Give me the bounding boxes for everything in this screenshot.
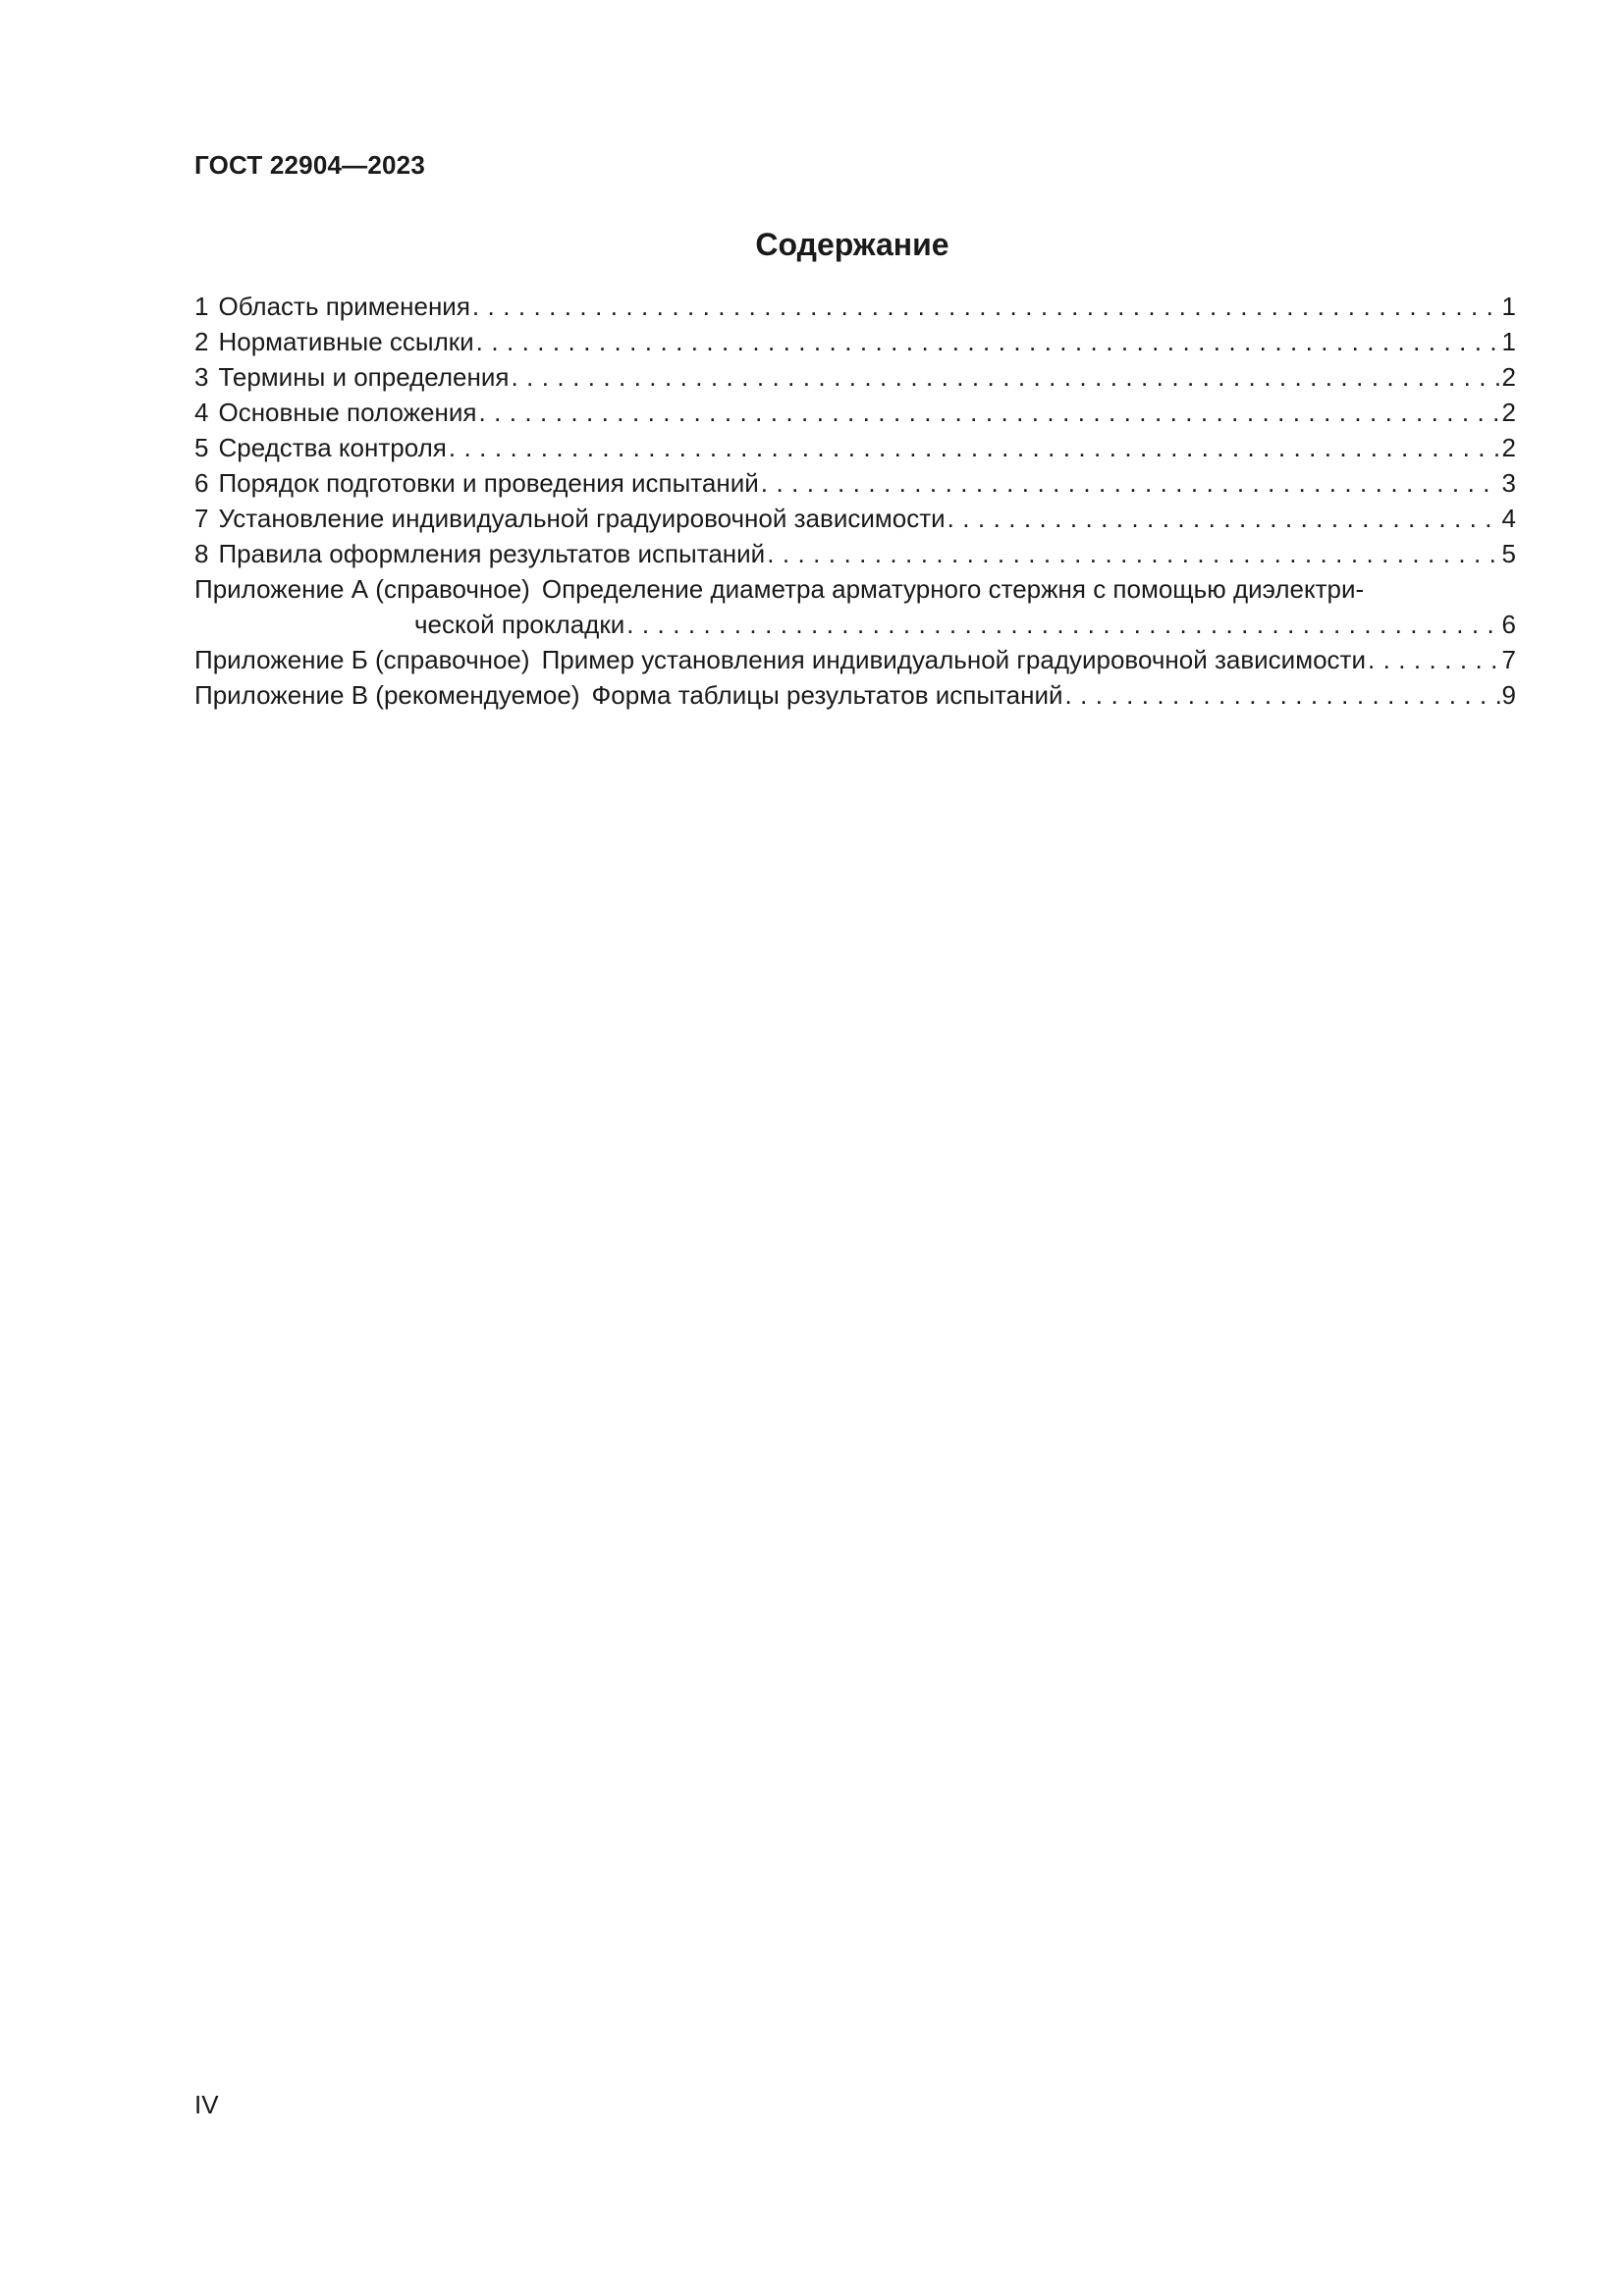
toc-leader-dots (1065, 677, 1500, 713)
toc-entry-page: 9 (1501, 680, 1516, 710)
toc-entry-page: 5 (1501, 539, 1516, 568)
toc-entry-8[interactable] (194, 536, 1516, 571)
toc-appendix-label-line2: ческой прокладки (414, 610, 625, 639)
toc-entry-label: Область применения (218, 292, 470, 321)
toc-entry-label: Нормативные ссылки (218, 327, 474, 356)
toc-entry-number: 5 (194, 433, 209, 462)
toc-leader-dots (626, 607, 1499, 642)
toc-leader-dots (761, 465, 1500, 501)
toc-appendix-prefix: Приложение Б (справочное) (194, 645, 530, 674)
toc-entry-number: 7 (194, 504, 209, 533)
toc-entry-label: Порядок подготовки и проведения испытаний (218, 468, 759, 498)
toc-appendix-a[interactable] (194, 571, 1516, 642)
toc-entry-3[interactable] (194, 359, 1516, 395)
toc-appendix-c[interactable] (194, 677, 1516, 713)
toc-entry-number: 8 (194, 539, 209, 568)
toc-entry-1[interactable] (194, 289, 1516, 324)
toc-entry-page: 2 (1501, 398, 1516, 427)
toc-leader-dots (449, 430, 1500, 465)
toc-leader-dots (478, 395, 1499, 430)
toc-appendix-prefix: Приложение А (справочное) (194, 574, 530, 604)
toc-entry-page: 3 (1501, 468, 1516, 498)
toc-leader-dots (476, 324, 1500, 359)
toc-entry-page: 7 (1501, 645, 1516, 674)
toc-entry-4[interactable] (194, 395, 1516, 430)
toc-entry-7[interactable] (194, 501, 1516, 536)
toc-appendix-label: Пример установления индивидуальной градуировочной зависимости (541, 645, 1366, 674)
toc-appendix-prefix: Приложение В (рекомендуемое) (194, 680, 580, 710)
toc-appendix-b[interactable] (194, 642, 1516, 677)
toc-appendix-label: Форма таблицы результатов испытаний (591, 680, 1063, 710)
toc-entry-page: 2 (1501, 362, 1516, 392)
document-id-header: ГОСТ 22904—2023 (194, 150, 425, 180)
toc-entry-number: 3 (194, 362, 209, 392)
toc-appendix-label-line1: Определение диаметра арматурного стержня с помощью диэлектри- (541, 574, 1365, 604)
toc-entry-number: 2 (194, 327, 209, 356)
toc-entry-number: 1 (194, 292, 209, 321)
toc-entry-page: 1 (1501, 327, 1516, 356)
toc-entry-label: Основные положения (218, 398, 477, 427)
toc-leader-dots (1368, 642, 1500, 677)
toc-leader-dots (947, 501, 1500, 536)
page-number-footer: IV (194, 2090, 219, 2119)
toc-entry-page: 2 (1501, 433, 1516, 462)
toc-title: Содержание (755, 227, 949, 262)
toc-entry-page: 4 (1501, 504, 1516, 533)
toc-entry-number: 6 (194, 468, 209, 498)
toc-entry-6[interactable] (194, 465, 1516, 501)
toc-entry-label: Средства контроля (218, 433, 447, 462)
table-of-contents (194, 289, 1516, 713)
toc-leader-dots (511, 359, 1499, 395)
toc-entry-2[interactable] (194, 324, 1516, 359)
toc-entry-label: Установление индивидуальной градуировочной зависимости (218, 504, 946, 533)
toc-entry-label: Правила оформления результатов испытаний (218, 539, 766, 568)
toc-entry-page: 1 (1501, 292, 1516, 321)
toc-entry-label: Термины и определения (218, 362, 510, 392)
toc-leader-dots (472, 289, 1500, 324)
toc-leader-dots (767, 536, 1499, 571)
toc-entry-number: 4 (194, 398, 209, 427)
toc-entry-5[interactable] (194, 430, 1516, 465)
toc-entry-page: 6 (1501, 610, 1516, 639)
